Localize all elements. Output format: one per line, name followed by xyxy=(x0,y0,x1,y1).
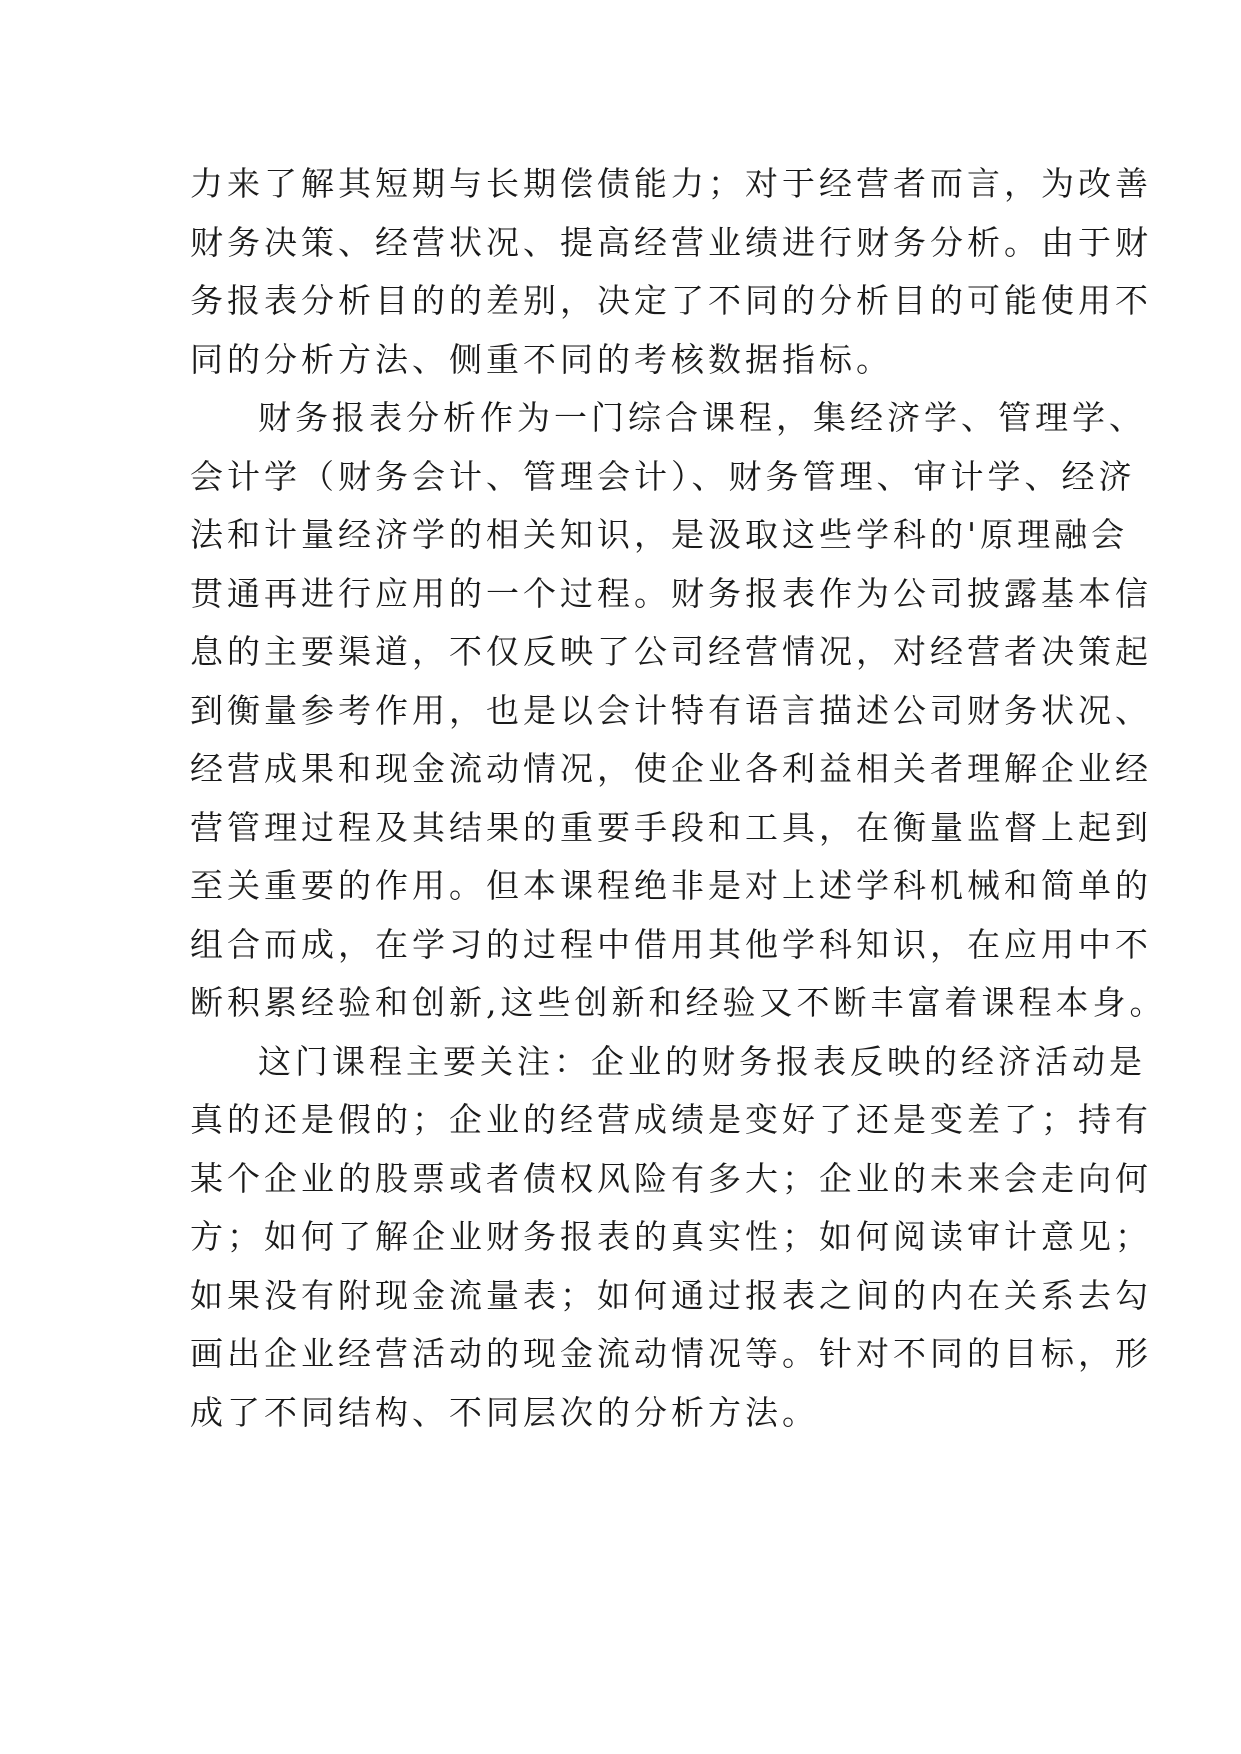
text-line: 会计学（财务会计、管理会计）、财务管理、审计学、经济 xyxy=(190,456,1136,496)
text-line: 到衡量参考作用，也是以会计特有语言描述公司财务状况、 xyxy=(190,690,1152,730)
text-line: 息的主要渠道，不仅反映了公司经营情况，对经营者决策起 xyxy=(190,632,1152,671)
paragraph-start-line: 财务报表分析作为一门综合课程，集经济学、管理学、 xyxy=(258,398,1146,437)
paragraph-start-line: 这门课程主要关注：企业的财务报表反映的经济活动是 xyxy=(258,1041,1146,1081)
text-line: 务报表分析目的的差别，决定了不同的分析目的可能使用不 xyxy=(190,281,1152,320)
text-line: 营管理过程及其结果的重要手段和工具，在衡量监督上起到 xyxy=(190,807,1152,847)
text-line: 同的分析方法、侧重不同的考核数据指标。 xyxy=(190,339,893,379)
text-line: 法和计量经济学的相关知识，是汲取这些学科的'原理融会 xyxy=(190,515,1129,554)
text-line: 如果没有附现金流量表；如何通过报表之间的内在关系去勾 xyxy=(190,1275,1152,1315)
text-line: 某个企业的股票或者债权风险有多大；企业的未来会走向何 xyxy=(190,1158,1152,1198)
text-line: 经营成果和现金流动情况，使企业各利益相关者理解企业经 xyxy=(190,749,1152,788)
text-line: 财务决策、经营状况、提高经营业绩进行财务分析。由于财 xyxy=(190,222,1152,262)
text-line: 组合而成，在学习的过程中借用其他学科知识，在应用中不 xyxy=(190,924,1152,964)
text-line: 力来了解其短期与长期偿债能力；对于经营者而言，为改善 xyxy=(190,164,1152,203)
text-line: 成了不同结构、不同层次的分析方法。 xyxy=(190,1392,819,1432)
text-line: 贯通再进行应用的一个过程。财务报表作为公司披露基本信 xyxy=(190,573,1152,613)
text-line: 至关重要的作用。但本课程绝非是对上述学科机械和简单的 xyxy=(190,866,1152,905)
text-line: 真的还是假的；企业的经营成绩是变好了还是变差了；持有 xyxy=(190,1100,1152,1139)
text-line: 方；如何了解企业财务报表的真实性；如何阅读审计意见； xyxy=(190,1217,1152,1256)
text-line: 断积累经验和创新,这些创新和经验又不断丰富着课程本身。 xyxy=(190,983,1167,1022)
text-line: 画出企业经营活动的现金流动情况等。针对不同的目标，形 xyxy=(190,1334,1152,1373)
document-body xyxy=(190,155,1167,1442)
